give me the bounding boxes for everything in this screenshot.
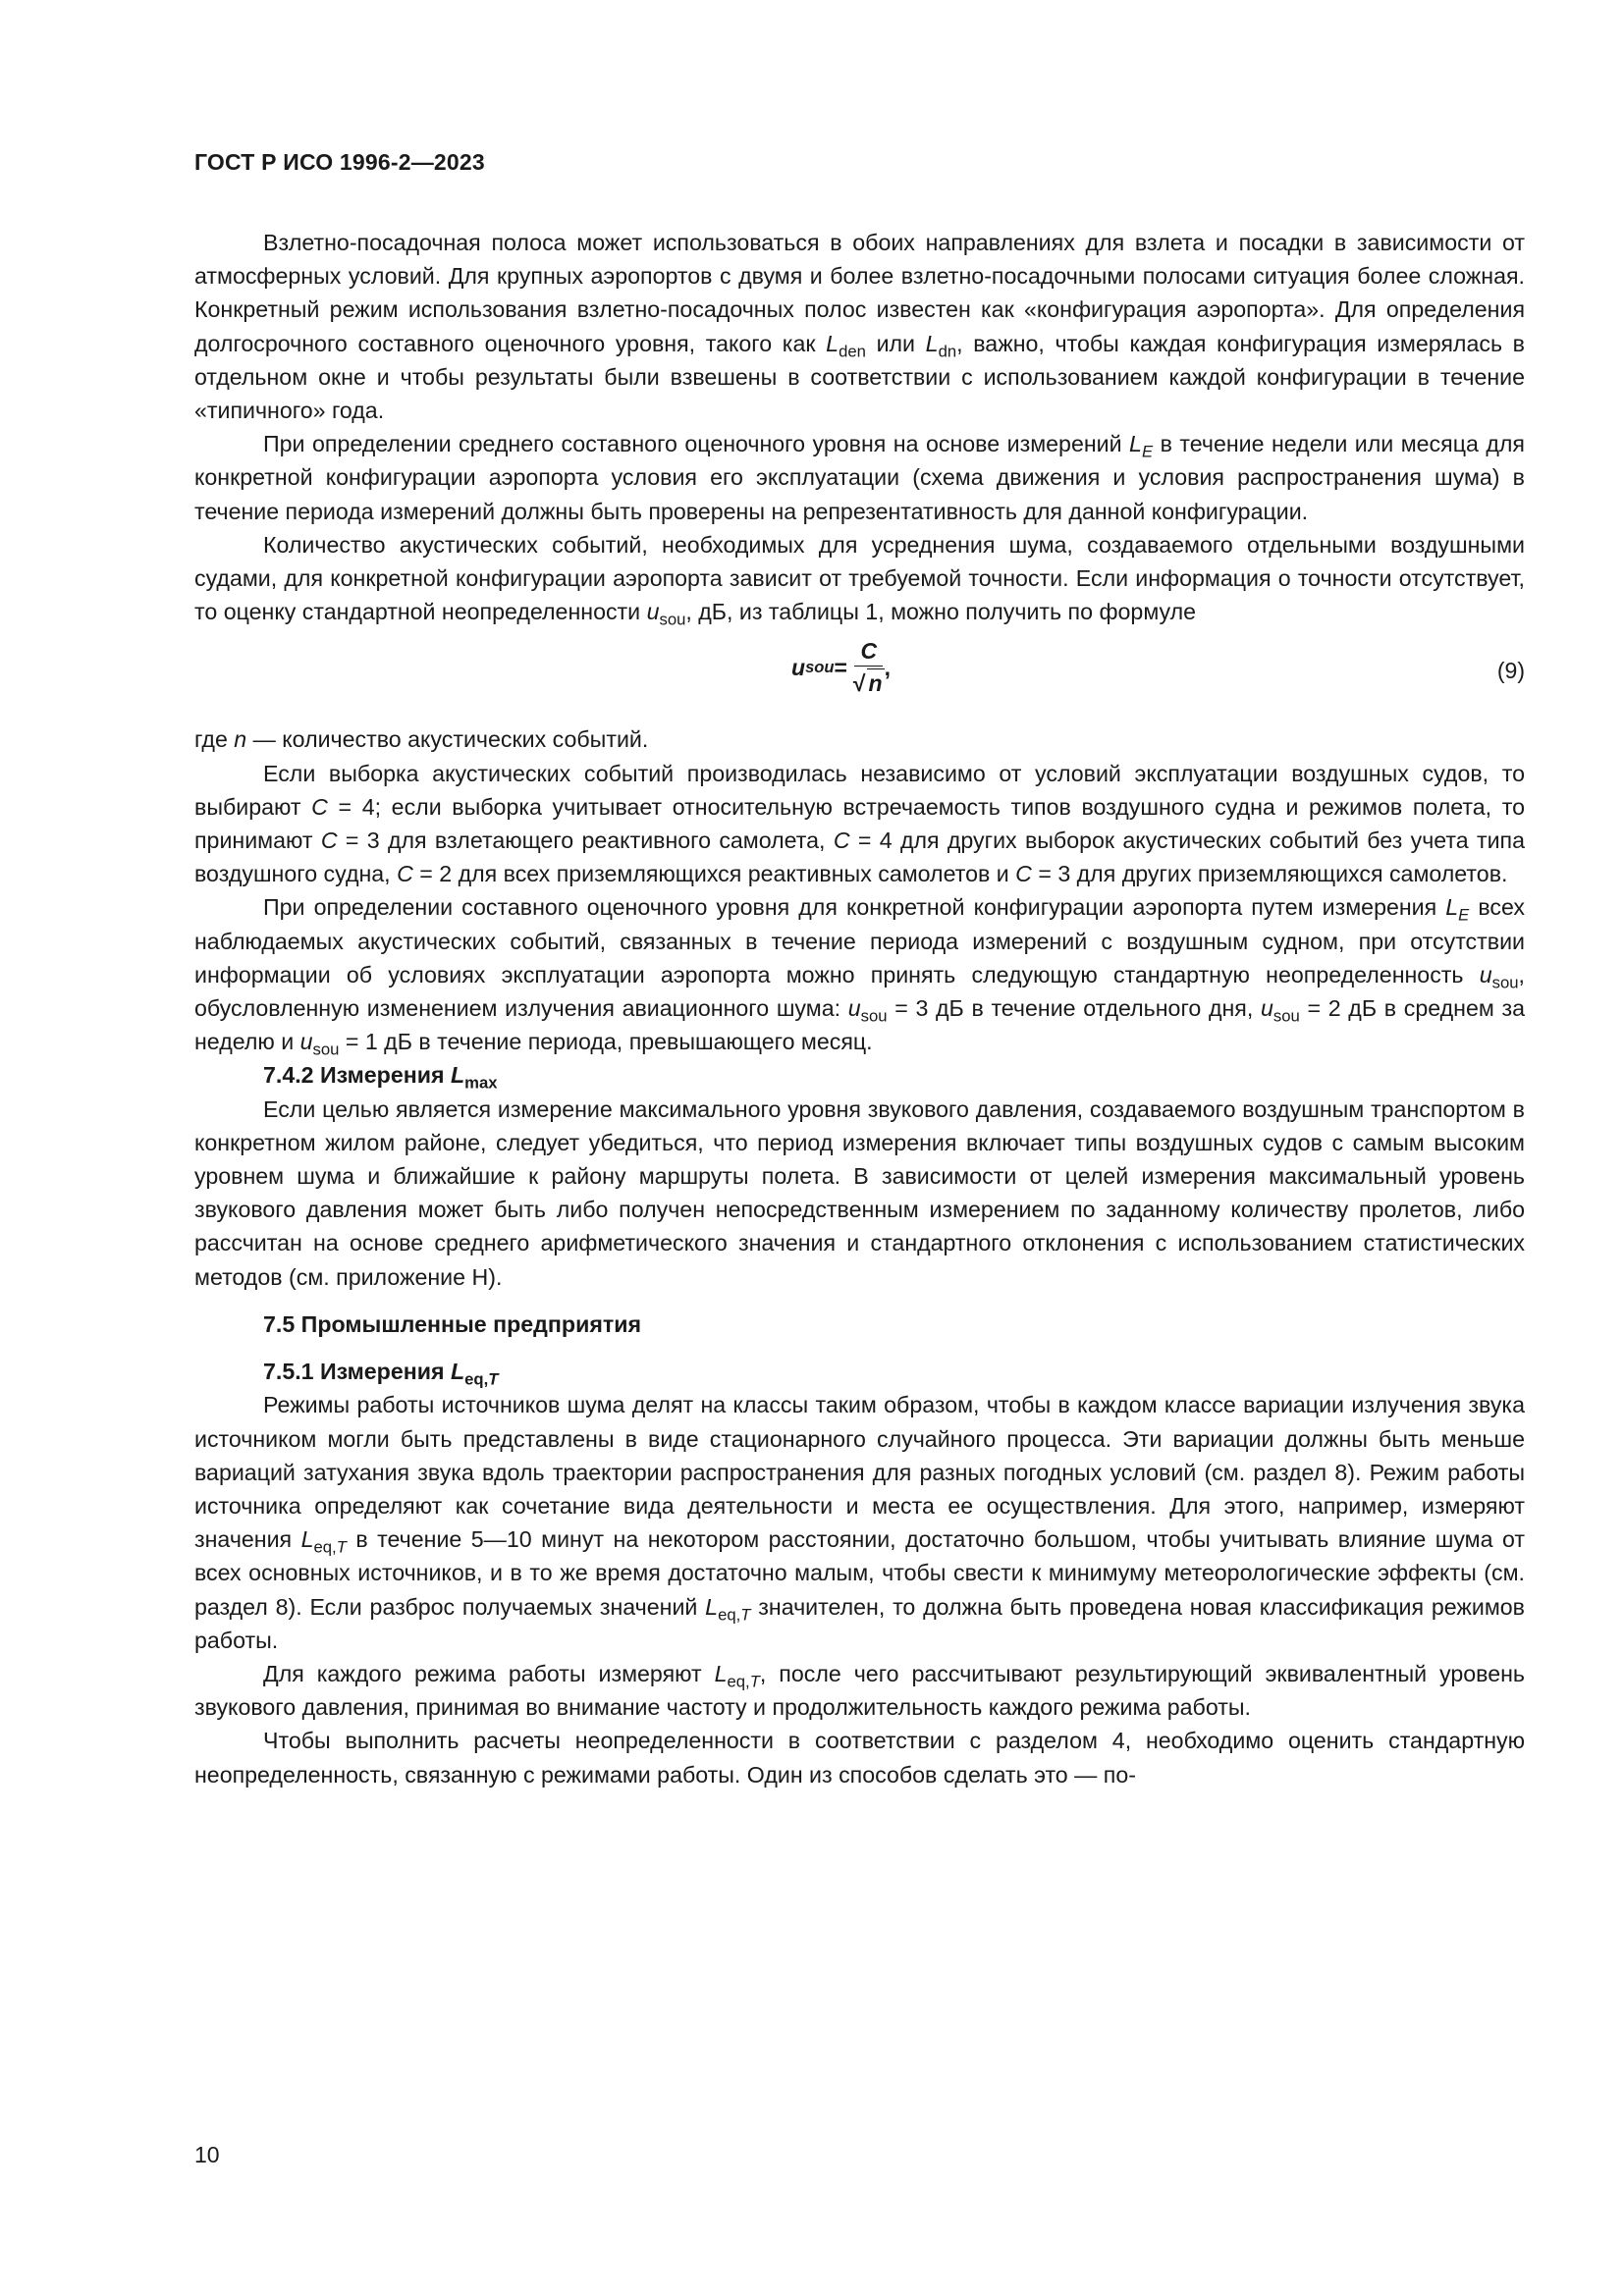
formula-fraction (853, 638, 885, 697)
formula-number: (9) (1496, 658, 1525, 684)
paragraph-uncertainty-calculation: Чтобы выполнить расчеты неопределенности в соответствии с разделом 4, необходимо оценить стандартную неопределенность, связанную с режимами работы. Один из способов сделать это — по- (194, 1728, 1525, 1788)
formula-expression: u sou = $\frac{C}{√ n}$ , (791, 638, 891, 697)
formula-9 (194, 628, 1525, 722)
formula-numerator: C (854, 638, 883, 667)
heading-7-5-1: 7.5.1 Измерения $L_{eq,T}$ (263, 1359, 499, 1389)
paragraph-standard-uncertainty: При определении составного оценочного уровня для конкретной конфигурации аэропорта путем измерения $L_E$ всех наблюдаемых акустических событий, связанных в течение периода измерений с воздушным судном, при отсутствии информации об условиях эксплуатации аэропорта можно принять следующую стандартную неопределенность $u_{sou}$, обусловленную изменением излучения авиационного шума: $u_{sou} = 3$ дБ в течение отдельного дня, $u_{sou} = 2$ дБ в среднем за неделю и $u_{sou} = 1$ дБ в течение периода, превышающего месяц. (194, 894, 1525, 1059)
paragraph-acoustic-events-count: Количество акустических событий, необходимых для усреднения шума, создаваемого отдельными воздушными судами, для конкретной конфигурации аэропорта зависит от требуемой точности. Если информация о точности отсутствует, то оценку стандартной неопределенности $u_{sou}$, дБ, из таблицы 1, можно получить по формуле (194, 531, 1525, 629)
paragraph-sample-selection: Если выборка акустических событий производилась независимо от условий эксплуатации воздушных судов, то выбирают C = 4; если выборка учитывает относительную встречаемость типов воздушного судна и режимов полета, то принимают C = 3 для взлетающего реактивного самолета, C = 4 для других выборок акустических событий без учета типа воздушного судна, C = 2 для всех приземляющихся реактивных самолетов и C = 3 для других приземляющихся самолетов. (194, 760, 1526, 887)
sqrt-icon: √ (852, 670, 866, 697)
page-number: 10 (194, 2142, 220, 2167)
paragraph-operating-modes: Режимы работы источников шума делят на классы таким образом, чтобы в каждом классе вариации излучения звука источником могли быть представлены в виде стационарного случайного процесса. Эти вариации должны быть меньше вариаций затухания звука вдоль траектории распространения для разных погодных условий (см. раздел 8). Режим работы источника определяют как сочетание вида деятельности и места ее осуществления. Для этого, например, измеряют значения $L_{eq,T}$ в течение 5—10 минут на некотором расстоянии, достаточно большом, чтобы учитывать влияние шума от всех основных источников, и в то же время достаточно малым, чтобы свести к минимуму метеорологические эффекты (см. раздел 8). Если разброс получаемых значений $L_{eq,T}$ значителен, то должна быть проведена новая классификация режимов работы. (194, 1392, 1525, 1653)
paragraph-where-n: где n — количество акустических событий. (194, 726, 649, 753)
heading-7-4-2: 7.4.2 Измерения $L_{max}$ (263, 1062, 498, 1093)
heading-7-5: 7.5 Промышленные предприятия (263, 1310, 641, 1337)
paragraph-lmax-measurement: Если целью является измерение максимального уровня звукового давления, создаваемого воздушным транспортом в конкретном жилом районе, следует убедиться, что период измерения включает типы воздушных судов с самым высоким уровнем шума и ближайшие к району маршруты полета. В зависимости от целей измерения максимальный уровень звукового давления может быть либо получен непосредственным измерением по заданному количеству пролетов, либо рассчитан на основе среднего арифметического значения и стандартного отклонения с использованием статистических методов (см. приложение Н). (194, 1095, 1525, 1290)
document-body (194, 226, 1525, 1791)
formula-denominator: √ n (852, 670, 883, 697)
paragraph-runway-configuration: Взлетно-посадочная полоса может использоваться в обоих направлениях для взлета и посадки в зависимости от атмосферных условий. Для крупных аэропортов с двумя и более взлетно-посадочными полосами ситуация более сложная. Конкретный режим использования взлетно-посадочных полос известен как «конфигурация аэропорта». Для определения долгосрочного составного оценочного уровня, такого как $L_{den}$ или $L_{dn}$, важно, чтобы каждая конфигурация измерялась в отдельном окне и чтобы результаты были взвешены в соответствии с использованием каждой конфигурации в течение «типичного» года. (194, 230, 1525, 424)
paragraph-equivalent-level: Для каждого режима работы измеряют $L_{eq,T}$, после чего рассчитывают результирующий эквивалентный уровень звукового давления, принимая во внимание частоту и продолжительность каждого режима работы. (194, 1660, 1525, 1721)
paragraph-average-level: При определении среднего составного оценочного уровня на основе измерений $L_E$ в течение недели или месяца для конкретной конфигурации аэропорта условия его эксплуатации (схема движения и условия распространения шума) в течение периода измерений должны быть проверены на репрезентативность для данной конфигурации. (194, 431, 1525, 524)
document-header: ГОСТ Р ИСО 1996-2—2023 (194, 149, 485, 175)
